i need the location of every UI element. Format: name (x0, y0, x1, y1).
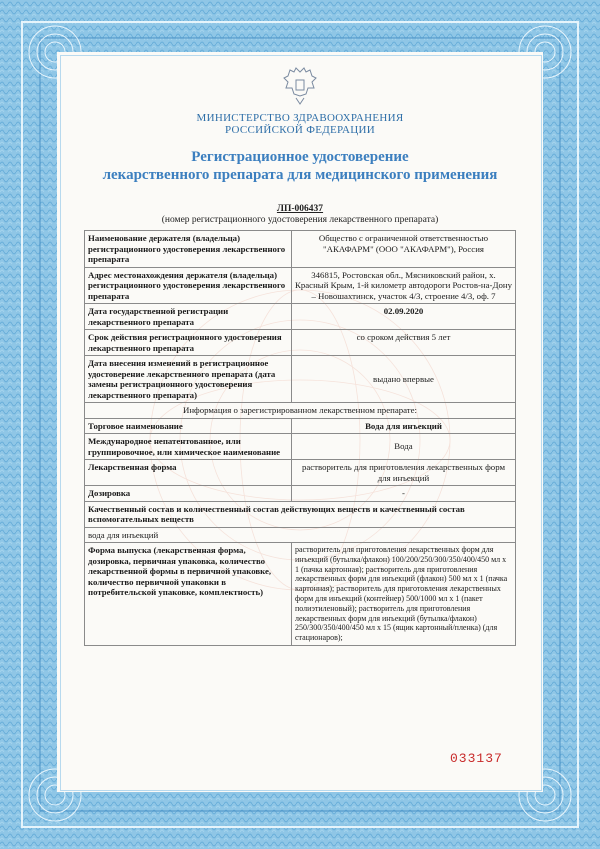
row-value: Вода (292, 434, 516, 460)
table-row (85, 304, 516, 330)
row-value: со сроком действия 5 лет (292, 330, 516, 356)
table-row (85, 434, 516, 460)
ministry-line1: МИНИСТЕРСТВО ЗДРАВООХРАНЕНИЯ (196, 112, 404, 124)
row-label: Торговое наименование (85, 418, 292, 434)
table-row (85, 543, 516, 646)
table-row (85, 501, 516, 527)
table-row (85, 527, 516, 543)
release-form-value: растворитель для приготовления лекарственных форм для инъекций (бутылка/флакон) 100/200/250/300/350/400/450 мл x 1 (пачка картонная); растворитель для приготовления лекарственных форм для инъекций (флакон) 500 мл x 1 (пачка картонная); растворитель для приготовления лекарственных форм для инъекций (контейнер) 500/1000 мл x 1 (пакет полиэтиленовый); растворитель для приготовления лекарственных форм для инъекций (бутылка/флакон) 250/300/350/400/450 мл x 15 (ящик картонный/пленка) (для стационаров); (292, 543, 516, 646)
table-row (85, 356, 516, 403)
double-headed-eagle-icon (282, 66, 318, 106)
row-value: выдано впервые (292, 356, 516, 403)
row-value: Вода для инъекций (292, 418, 516, 434)
row-label: Международное непатентованное, или группировочное, или химическое наименование (85, 434, 292, 460)
composition-header: Качественный состав и количественный состав действующих веществ и качественный состав вспомогательных веществ (85, 501, 516, 527)
info-section-header: Информация о зарегистрированном лекарственном препарате: (85, 403, 516, 419)
title-line2: лекарственного препарата для медицинского применения (102, 167, 498, 183)
row-label: Лекарственная форма (85, 460, 292, 486)
row-value: 346815, Ростовская обл., Мясниковский район, х. Красный Крым, 1-й километр автодороги Ростов-на-Дону – Новошахтинск, участок 4/3, строение 4/3, оф. 7 (292, 267, 516, 304)
row-label: Форма выпуска (лекарственная форма, дозировка, первичная упаковка, количество лекарственной формы в первичной упаковке, количество первичной упаковки в потребительской упаковке, комплектность) (85, 543, 292, 646)
table-row (85, 403, 516, 419)
row-label: Срок действия регистрационного удостоверения лекарственного препарата (85, 330, 292, 356)
table-row (85, 267, 516, 304)
title-line1: Регистрационное удостоверение (191, 149, 409, 165)
table-row (85, 486, 516, 502)
composition-value: вода для инъекций (85, 527, 516, 543)
row-label: Адрес местонахождения держателя (владельца) регистрационного удостоверения лекарственного препарата (85, 267, 292, 304)
serial-number: 033137 (450, 751, 503, 766)
table-row (85, 231, 516, 268)
registration-number-block (150, 204, 450, 226)
table-row (85, 460, 516, 486)
row-value: 02.09.2020 (292, 304, 516, 330)
registration-table (84, 230, 516, 646)
row-label: Дозировка (85, 486, 292, 502)
row-value: - (292, 486, 516, 502)
registration-number: ЛП-006437 (276, 204, 324, 214)
row-value: Общество с ограниченной ответственностью "АКАФАРМ" (ООО "АКАФАРМ"), Россия (292, 231, 516, 268)
ministry-line2: РОССИЙСКОЙ ФЕДЕРАЦИИ (224, 124, 376, 136)
row-label: Дата внесения изменений в регистрационное удостоверение лекарственного препарата (дата замены регистрационного удостоверения лекарственного препарата) (85, 356, 292, 403)
table-row (85, 418, 516, 434)
registration-number-caption: (номер регистрационного удостоверения лекарственного препарата) (161, 215, 439, 225)
row-label: Дата государственной регистрации лекарственного препарата (85, 304, 292, 330)
table-row (85, 330, 516, 356)
row-value: растворитель для приготовления лекарственных форм для инъекций (292, 460, 516, 486)
row-label: Наименование держателя (владельца) регистрационного удостоверения лекарственного препарата (85, 231, 292, 268)
ministry-name (150, 112, 450, 136)
certificate-title (84, 148, 516, 184)
